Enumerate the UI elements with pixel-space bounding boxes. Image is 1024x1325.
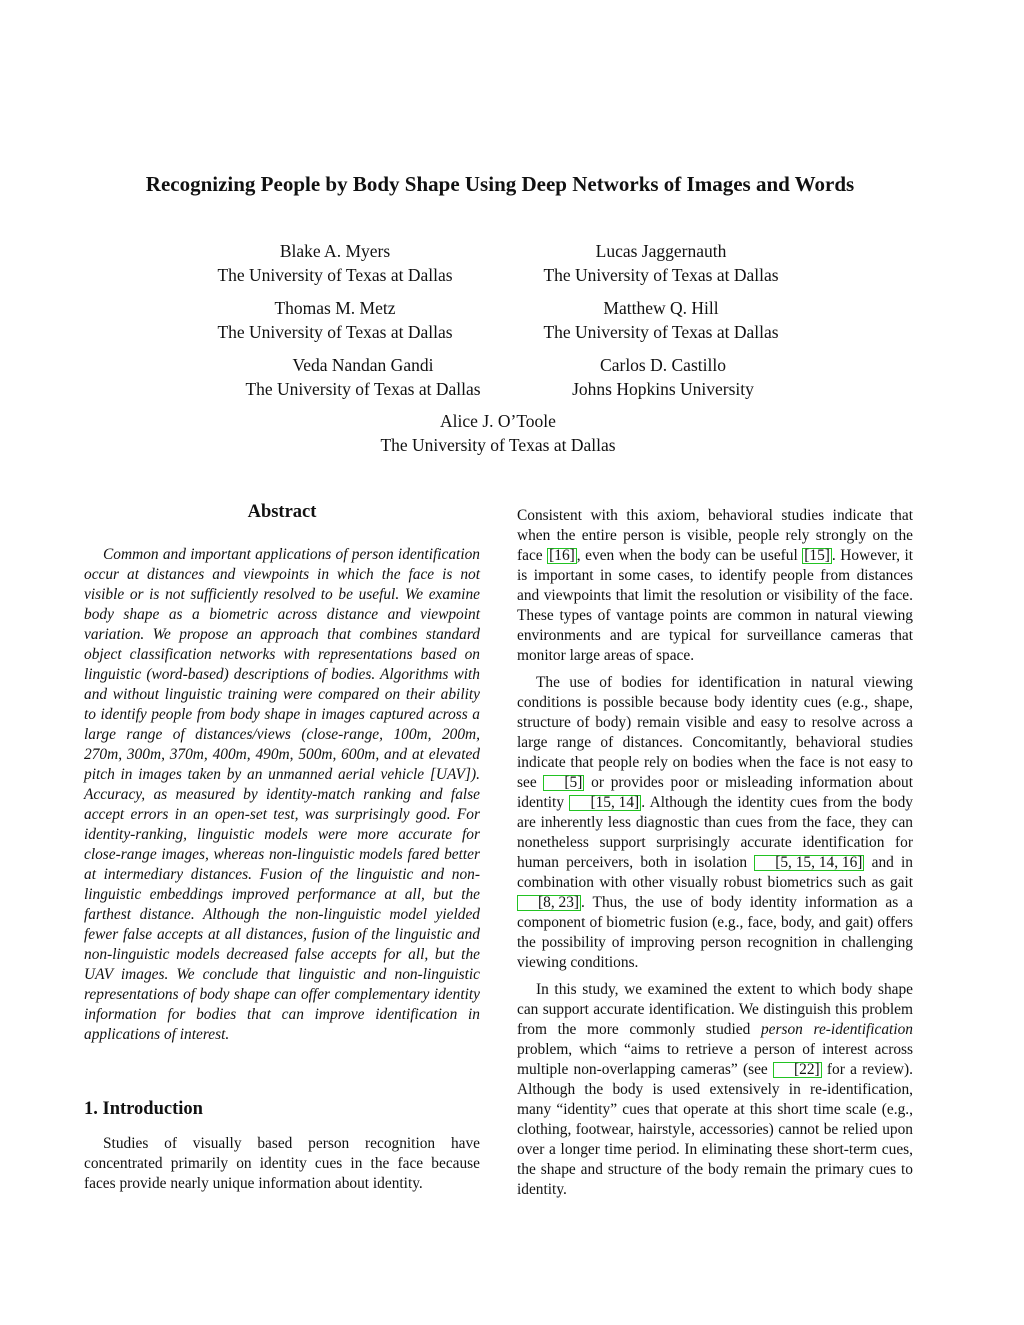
author-affiliation: The University of Texas at Dallas	[380, 434, 616, 455]
text-span: . However, it is important in some cases, to identify people from distances and viewpoints that limit the resolution or visibility of the face. These types of vantage points are common in natural viewing environments and are typical for surveillance cameras that monitor large areas of space.	[517, 547, 913, 664]
author-name: Alice J. O’Toole	[440, 411, 556, 431]
citation-link[interactable]: [15]	[804, 547, 830, 564]
text-span: problem, which “aims to retrieve a person of interest across multiple non-overlapping cameras” (see	[517, 1041, 913, 1078]
text-span: , even when the body can be useful	[576, 547, 803, 564]
author-affiliation: The University of Texas at Dallas	[245, 378, 481, 399]
citation-link[interactable]: [8, 23]	[517, 895, 581, 911]
author-name: Blake A. Myers	[279, 241, 391, 261]
citation-link[interactable]: [16]	[549, 547, 575, 564]
intro-paragraph	[517, 506, 913, 666]
author-block	[333, 410, 663, 457]
author-affiliation: The University of Texas at Dallas	[217, 264, 453, 285]
author-name: Matthew Q. Hill	[603, 298, 719, 318]
author-block	[198, 354, 528, 401]
author-name: Veda Nandan Gandi	[292, 355, 434, 375]
author-block	[496, 297, 826, 344]
citation-link[interactable]: [22]	[773, 1062, 822, 1078]
intro-paragraph	[517, 673, 913, 973]
author-block	[498, 354, 828, 401]
abstract-heading: Abstract	[247, 502, 317, 522]
author-affiliation: The University of Texas at Dallas	[217, 321, 453, 342]
section-heading: 1. Introduction	[84, 1099, 203, 1119]
author-block	[170, 240, 500, 287]
text-span: and in combination with other visually robust biometrics such as gait	[517, 854, 913, 891]
text-span: . Thus, the use of body identity information as a component of biometric fusion (e.g., face, body, and gait) offers the possibility of improving person recognition in challenging viewing conditions.	[517, 894, 913, 971]
abstract-text: Common and important applications of person identification occur at distances and viewpoints in which the face is not visible or is not sufficiently resolved to be useful. We examine body shape as a biometric across distance and viewpoint variation. We propose an approach that combines standard object classification networks with representations based on linguistic (word-based) descriptions of bodies. Algorithms with and without linguistic training were compared on their ability to identify people from body shape in images captured across a large range of distances/views (close-range, 100m, 200m, 270m, 300m, 370m, 400m, 490m, 500m, 600m, and at elevated pitch in images taken by an unmanned aerial vehicle [UAV]). Accuracy, as measured by identity-match ranking and false accept errors in an open-set test, was surprisingly good. For identity-ranking, linguistic models were more accurate for close-range images, whereas non-linguistic models fared better at intermediary distances. Fusion of the linguistic and non-linguistic embeddings improved performance at all, but the farthest distance. Although the non-linguistic model yielded fewer false accepts at all distances, fusion of the linguistic and non-linguistic models decreased false accepts for all, but the UAV images. We conclude that linguistic and non-linguistic representations of body shape can offer complementary identity information for bodies that can improve identification in applications of interest.	[84, 546, 480, 1043]
citation-link[interactable]: [5]	[543, 775, 584, 791]
author-affiliation: The University of Texas at Dallas	[543, 321, 779, 342]
text-span: Consistent with this axiom, behavioral studies indicate that when the entire person is visible, people rely strongly on the face	[517, 507, 913, 564]
text-span: The use of bodies for identification in natural viewing conditions is possible because body identity cues (e.g., shape, structure of body) remain visible and easy to resolve across a large range of distances. Concomitantly, behavioral studies indicate that people rely on bodies when the face is not easy to see	[517, 674, 913, 791]
text-span: for a review). Although the body is used extensively in re-identification, many “identity” cues that operate at this short time scale (e.g., clothing, footwear, hairstyle, accessories) cannot be relied upon over a longer time period. In eliminating these short-term cues, the shape and structure of the body remain the primary cues to identity.	[517, 1061, 913, 1198]
author-name: Carlos D. Castillo	[600, 355, 726, 375]
author-block	[496, 240, 826, 287]
author-affiliation: Johns Hopkins University	[572, 378, 754, 399]
author-block	[170, 297, 500, 344]
author-name: Lucas Jaggernauth	[595, 241, 727, 261]
author-affiliation: The University of Texas at Dallas	[543, 264, 779, 285]
emphasis-text: person re-identification	[760, 1021, 913, 1038]
text-span: In this study, we examined the extent to which body shape can support accurate identification. We distinguish this problem from the more commonly studied	[517, 981, 913, 1038]
text-span: or provides poor or misleading information about identity	[517, 774, 913, 811]
paper-title: Recognizing People by Body Shape Using Deep Networks of Images and Words	[145, 172, 855, 196]
citation-link[interactable]: [15, 14]	[569, 795, 641, 811]
right-column	[517, 506, 913, 1207]
intro-paragraph: Studies of visually based person recognition have concentrated primarily on identity cues in the face because faces provide nearly unique information about identity.	[84, 1135, 480, 1192]
intro-paragraph	[517, 980, 913, 1200]
author-name: Thomas M. Metz	[274, 298, 396, 318]
citation-link[interactable]: [5, 15, 14, 16]	[754, 855, 864, 871]
text-span: . Although the identity cues from the body are inherently less diagnostic than cues from the face, they can nonetheless support surprisingly accurate identification for human perceivers, both in isolation	[517, 794, 913, 871]
